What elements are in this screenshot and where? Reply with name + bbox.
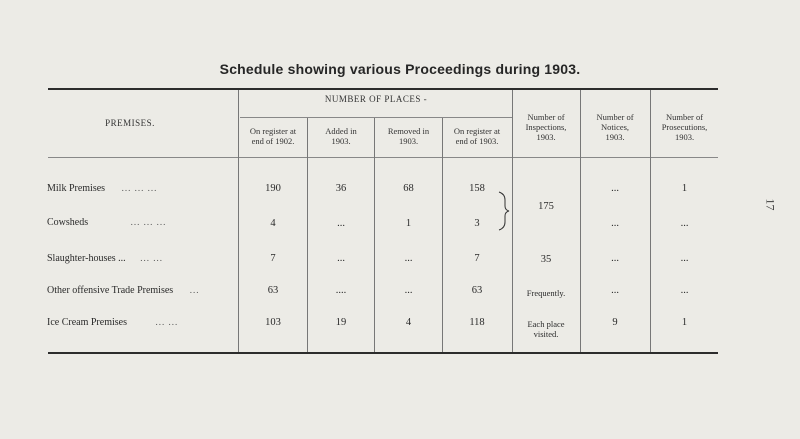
header-added-1903: Added in 1903. [325,126,357,146]
col-divider [238,90,239,352]
cell-prosecutions: ... [680,218,689,229]
header-rule [48,157,718,158]
cell-prosecutions: 1 [681,317,688,328]
header-notices: Number of Notices, 1903. [596,112,634,142]
row-label: Milk Premises ... ... ... [47,183,158,194]
header-prosecutions: Number of Prosecutions, 1903. [661,112,708,142]
header-removed-1903: Removed in 1903. [387,126,430,146]
cell-removed: 4 [405,317,412,328]
cell-reg1903: 158 [469,183,485,194]
cell-reg1902: 103 [265,317,281,328]
row-label: Slaughter-houses ... ... ... [47,253,163,264]
cell-reg1903: 7 [474,253,480,264]
bracket-icon [497,190,511,232]
cell-notices: 9 [612,317,618,328]
cell-removed: 1 [405,218,412,229]
cell-reg1902: 7 [270,253,276,264]
header-on-register-1902: On register at end of 1902. [249,126,297,146]
cell-inspections: Each place visited. [527,319,565,339]
page-title: Schedule showing various Proceedings during 1903. [219,61,581,77]
row-label: Cowsheds ... ... ... [47,217,167,228]
cell-added: 19 [335,317,347,328]
cell-reg1902: 190 [265,183,281,194]
header-inspections: Number of Inspections, 1903. [525,112,567,142]
cell-removed: 68 [403,183,414,194]
cell-reg1902: 63 [267,285,279,296]
cell-notices: ... [611,218,619,229]
cell-prosecutions: ... [680,285,689,296]
cell-reg1902: 4 [270,218,276,229]
cell-inspections-combined: 175 [538,201,554,212]
cell-removed: ... [404,285,413,296]
cell-inspections: Frequently. [526,288,566,298]
cell-reg1903: 3 [474,218,480,229]
header-on-register-1903: On register at end of 1903. [453,126,501,146]
cell-reg1903: 118 [469,317,485,328]
group-underline [240,117,512,118]
premises-header: PREMISES. [105,118,155,128]
cell-added: 36 [335,183,347,194]
cell-inspections: 35 [540,254,552,265]
top-rule [48,88,718,90]
number-of-places-header: NUMBER OF PLACES - [324,94,428,104]
cell-added: .... [335,285,347,296]
leader-dots: ... ... [140,253,163,263]
cell-reg1903: 63 [471,285,483,296]
row-label: Other offensive Trade Premises ... [47,285,200,296]
cell-notices: ... [611,183,619,194]
cell-prosecutions: ... [680,253,689,264]
cell-added: ... [337,218,345,229]
leader-dots: ... [189,285,200,295]
cell-notices: ... [611,285,619,296]
leader-dots: ... ... ... [121,183,158,193]
page-number: 17 [763,198,778,211]
leader-dots: ... ... [155,317,179,327]
row-label: Ice Cream Premises ... ... [47,317,179,328]
cell-notices: ... [611,253,619,264]
bottom-rule [48,352,718,354]
cell-removed: ... [404,253,413,264]
leader-dots: ... ... ... [130,217,167,227]
cell-added: ... [337,253,345,264]
cell-prosecutions: 1 [681,183,688,194]
